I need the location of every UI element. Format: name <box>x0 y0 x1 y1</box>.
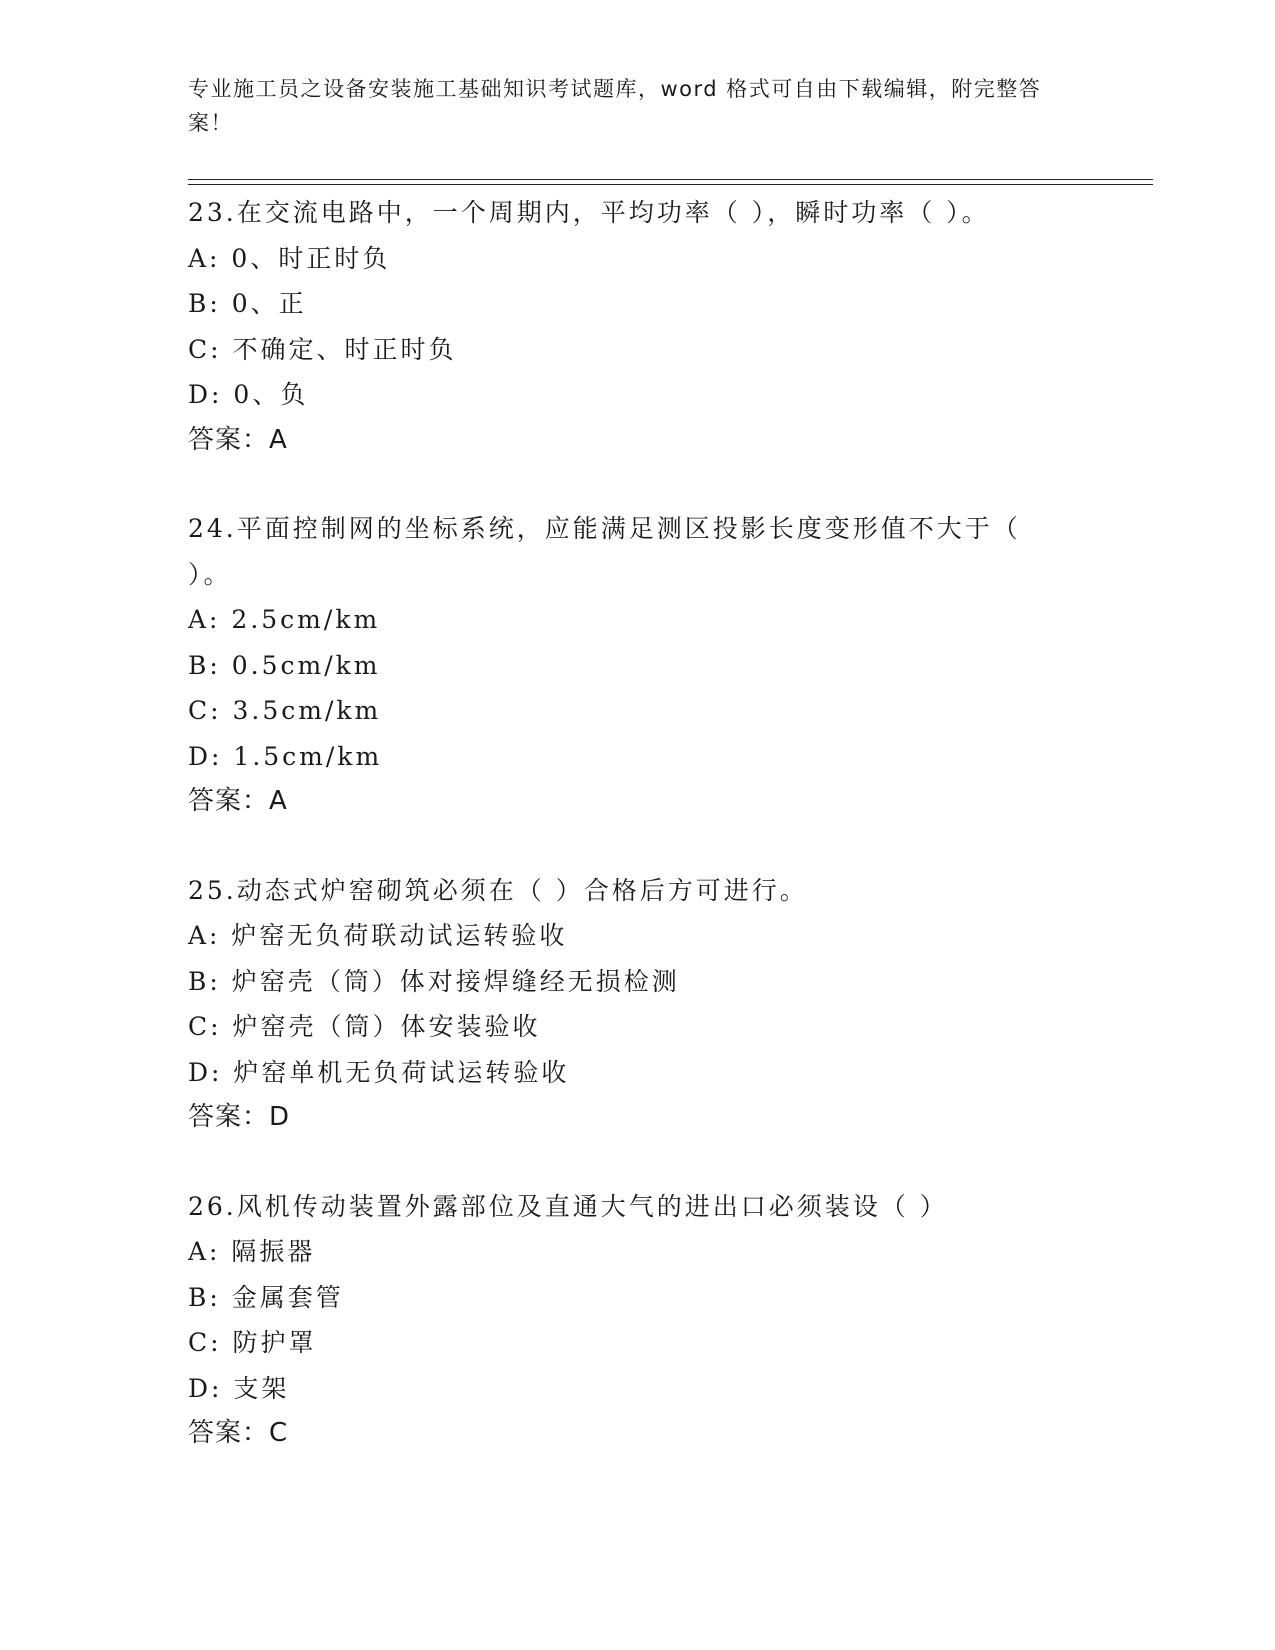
option-b: B: 金属套管 <box>188 1282 344 1312</box>
question-stem: 26.风机传动装置外露部位及直通大气的进出口必须装设（ ） <box>188 1191 948 1221</box>
option-d: D: 炉窑单机无负荷试运转验收 <box>188 1057 570 1087</box>
option-a: A: 炉窑无负荷联动试运转验收 <box>188 921 568 950</box>
answer-line: 答案：C <box>188 1418 289 1448</box>
question-23 <box>188 190 1068 463</box>
question-stem: 24.平面控制网的坐标系统，应能满足测区投影长度变形值不大于（ ）。 <box>188 514 1021 589</box>
question-26 <box>188 1184 1068 1457</box>
option-a: A: 隔振器 <box>188 1237 316 1266</box>
answer-line: 答案：A <box>188 786 288 816</box>
option-d: D: 0、负 <box>188 380 309 409</box>
option-b: B: 炉窑壳（筒）体对接焊缝经无损检测 <box>188 966 680 996</box>
option-b: B: 0.5cm/km <box>188 650 381 680</box>
answer-line: 答案：D <box>188 1102 291 1132</box>
question-24 <box>188 506 1068 825</box>
question-stem: 23.在交流电路中，一个周期内，平均功率（ ），瞬时功率（ ）。 <box>188 198 990 227</box>
answer-line: 答案：A <box>188 424 288 455</box>
option-c: C: 炉窑壳（筒）体安装验收 <box>188 1012 541 1041</box>
option-b: B: 0、正 <box>188 289 307 318</box>
question-25 <box>188 868 1068 1141</box>
question-stem: 25.动态式炉窑砌筑必须在（ ）合格后方可进行。 <box>188 875 808 905</box>
question-list <box>188 190 1068 1500</box>
option-a: A: 0、时正时负 <box>188 243 391 273</box>
header-divider-bottom <box>188 184 1153 185</box>
option-c: C: 防护罩 <box>188 1328 317 1357</box>
document-header: 专业施工员之设备安装施工基础知识考试题库，word 格式可自由下载编辑，附完整答案！ <box>188 77 1042 135</box>
option-c: C: 不确定、时正时负 <box>188 334 457 364</box>
option-d: D: 1.5cm/km <box>188 741 383 771</box>
option-d: D: 支架 <box>188 1373 290 1403</box>
header-divider-top <box>188 179 1153 180</box>
option-a: A: 2.5cm/km <box>188 605 381 634</box>
option-c: C: 3.5cm/km <box>188 696 382 725</box>
